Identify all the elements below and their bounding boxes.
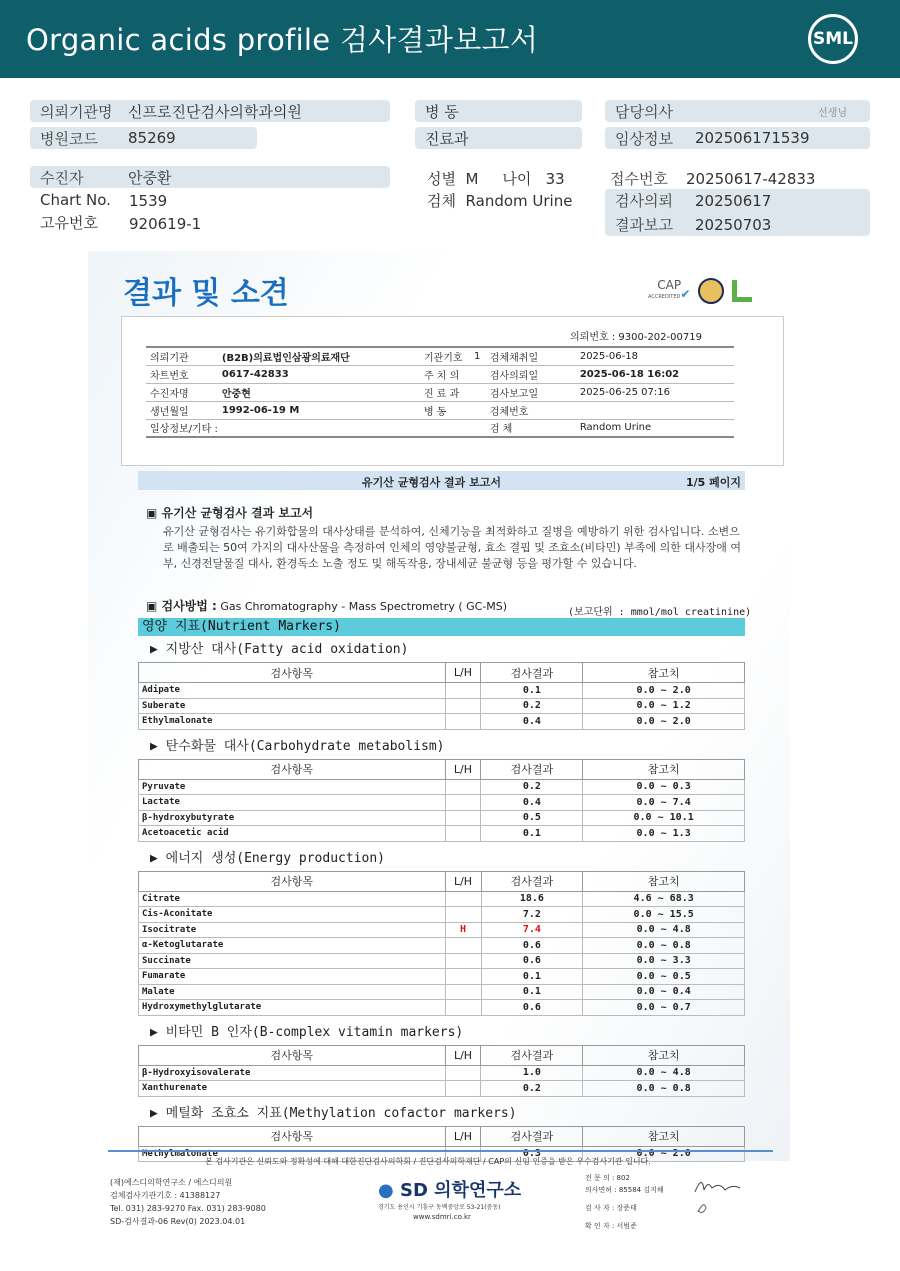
footer-divider bbox=[108, 1150, 773, 1152]
specimen-label: 검체 bbox=[427, 192, 456, 210]
institution-label: 의뢰기관명 bbox=[40, 102, 113, 121]
result-value: 0.1 bbox=[481, 984, 583, 1000]
flag bbox=[445, 779, 481, 795]
column-header: 참고치 bbox=[583, 1126, 745, 1146]
request-value: 20250617 bbox=[695, 192, 772, 211]
flag bbox=[445, 826, 481, 842]
dept-label: 진료과 bbox=[425, 129, 469, 148]
dept-field bbox=[415, 127, 582, 149]
header-label: 수진자명 bbox=[146, 383, 218, 401]
analyte-name: α-Ketoglutarate bbox=[139, 938, 446, 954]
reference-range: 0.0 ~ 0.8 bbox=[583, 938, 745, 954]
column-header: 검사결과 bbox=[481, 759, 583, 779]
report-bar bbox=[138, 471, 745, 490]
clinical-label: 임상정보 bbox=[615, 129, 673, 148]
reference-range: 0.0 ~ 3.3 bbox=[583, 953, 745, 969]
table-row bbox=[139, 953, 745, 969]
flag bbox=[445, 714, 481, 730]
column-header: L/H bbox=[445, 1045, 481, 1065]
report-header-box bbox=[121, 316, 784, 466]
verifier: 확 인 자 : 서범준 bbox=[585, 1222, 637, 1230]
result-value: 7.4 bbox=[481, 922, 583, 938]
reference-range: 0.0 ~ 0.5 bbox=[583, 969, 745, 985]
table-header bbox=[139, 1126, 745, 1146]
results-table bbox=[138, 1045, 745, 1097]
results-area bbox=[138, 618, 745, 1167]
analyte-name: Isocitrate bbox=[139, 922, 446, 938]
header-row bbox=[146, 347, 734, 365]
results-table bbox=[138, 759, 745, 842]
intro-text: 유기산 균형검사는 유기화합물의 대사상태를 분석하여, 신체기능을 최적화하고 질병을 예방하기 위한 검사입니다. 소변으로 배출되는 50여 가지의 대사산물을 측정하여 인체의 영양불균형, 효소 결핍 및 조효소(비타민) 부족에 의한 대사장애 여부, 신경전달물질 대사, 환경독소 노출 정도 및 해독작용, 장내세균 불균형 등을 평가할 수 있습니다. bbox=[163, 525, 741, 570]
patient-value: 안중환 bbox=[128, 168, 172, 187]
page-title: Organic acids profile 검사결과보고서 bbox=[26, 23, 539, 57]
analyte-name: β-Hydroxyisovalerate bbox=[139, 1065, 446, 1081]
column-header: 참고치 bbox=[583, 871, 745, 891]
column-header: 검사항목 bbox=[139, 1045, 446, 1065]
table-row bbox=[139, 907, 745, 923]
table-row bbox=[139, 984, 745, 1000]
report-header-table bbox=[146, 346, 734, 438]
method-label: ▣ 검사방법 : bbox=[146, 599, 217, 613]
flag bbox=[445, 953, 481, 969]
reference-range: 0.0 ~ 4.8 bbox=[583, 1065, 745, 1081]
header-label: 기관기호 bbox=[420, 347, 470, 365]
header-value bbox=[470, 365, 486, 383]
header-value: 1 bbox=[470, 347, 486, 365]
header-label: 검 체 bbox=[486, 419, 576, 437]
doctor-label: 담당의사 bbox=[615, 102, 673, 121]
result-value: 18.6 bbox=[481, 891, 583, 907]
analyte-name: Methylmalonate bbox=[139, 1146, 446, 1162]
institution-field bbox=[30, 100, 390, 122]
header-value: Random Urine bbox=[576, 419, 734, 437]
sex-age bbox=[427, 168, 565, 189]
analyte-name: Hydroxymethylglutarate bbox=[139, 1000, 446, 1016]
column-header: 검사항목 bbox=[139, 1126, 446, 1146]
result-value: 0.5 bbox=[481, 810, 583, 826]
table-row bbox=[139, 714, 745, 730]
header-label: 진 료 과 bbox=[420, 383, 470, 401]
request-no-label: 의뢰번호 : bbox=[570, 332, 616, 343]
signatures bbox=[690, 1172, 745, 1222]
brand-text: SD 의학연구소 bbox=[400, 1180, 522, 1201]
age-label: 나이 bbox=[502, 170, 532, 188]
hospital-code-label: 병원코드 bbox=[40, 129, 98, 148]
flag bbox=[445, 907, 481, 923]
result-value: 0.2 bbox=[481, 1081, 583, 1097]
header-row bbox=[146, 383, 734, 401]
analyte-name: Citrate bbox=[139, 891, 446, 907]
table-row bbox=[139, 1000, 745, 1016]
analyte-name: Pyruvate bbox=[139, 779, 446, 795]
method bbox=[146, 597, 507, 614]
column-header: 참고치 bbox=[583, 759, 745, 779]
sd-brand bbox=[378, 1176, 521, 1202]
group-title: ▶ 비타민 B 인자(B-complex vitamin markers) bbox=[150, 1024, 464, 1040]
sd-logo-icon: ● bbox=[378, 1180, 394, 1201]
result-value: 0.6 bbox=[481, 953, 583, 969]
header-label: 생년월일 bbox=[146, 401, 218, 419]
header-value bbox=[218, 419, 420, 437]
report-label: 결과보고 bbox=[615, 215, 673, 234]
result-value: 0.6 bbox=[481, 1000, 583, 1016]
receipt-value: 20250617-42833 bbox=[686, 170, 816, 188]
header-row bbox=[146, 419, 734, 437]
reference-range: 0.0 ~ 10.1 bbox=[583, 810, 745, 826]
table-header bbox=[139, 663, 745, 683]
chart-label: Chart No. bbox=[40, 191, 111, 209]
column-header: 검사결과 bbox=[481, 1126, 583, 1146]
sex-value: M bbox=[465, 170, 479, 188]
group-title: ▶ 탄수화물 대사(Carbohydrate metabolism) bbox=[150, 738, 445, 754]
doctor-suffix: 선생님 bbox=[818, 107, 847, 119]
flag bbox=[445, 795, 481, 811]
flag bbox=[445, 698, 481, 714]
header-label: 검체번호 bbox=[486, 401, 576, 419]
method-value: Gas Chromatography - Mass Spectrometry ( GC-MS) bbox=[220, 600, 508, 613]
column-header: L/H bbox=[445, 871, 481, 891]
chart-value: 1539 bbox=[129, 192, 168, 210]
table-row bbox=[139, 922, 745, 938]
result-value: 0.2 bbox=[481, 779, 583, 795]
license: 의사면허 : 85584 김지혜 bbox=[585, 1186, 664, 1194]
footer-doc-id: SD-검사결과-06 Rev(0) 2023.04.01 bbox=[110, 1217, 246, 1226]
column-header: 검사항목 bbox=[139, 759, 446, 779]
header-value: 2025-06-25 07:16 bbox=[576, 383, 734, 401]
column-header: L/H bbox=[445, 1126, 481, 1146]
receipt bbox=[610, 168, 815, 189]
specialist: 전 문 의 : 802 bbox=[585, 1174, 630, 1182]
table-row bbox=[139, 1081, 745, 1097]
table-row bbox=[139, 698, 745, 714]
cap-sub-text: ACCREDITED bbox=[648, 293, 681, 300]
analyte-name: Cis-Aconitate bbox=[139, 907, 446, 923]
group-title: ▶ 에너지 생성(Energy production) bbox=[150, 850, 385, 866]
analyte-name: Adipate bbox=[139, 683, 446, 699]
section-title: ▣ 유기산 균형검사 결과 보고서 bbox=[146, 506, 314, 520]
flag bbox=[445, 683, 481, 699]
footer-address: 경기도 용인시 기흥구 동백중앙로 53-21(중동) bbox=[378, 1204, 501, 1211]
analyte-name: Lactate bbox=[139, 795, 446, 811]
footer-notice: 본 검사기관은 신뢰도와 정확성에 대해 대한진단검사의학회 / 진단검사의학재단 / CAP의 신임 인증을 받은 우수검사기관 입니다. bbox=[205, 1157, 651, 1166]
analyte-name: Succinate bbox=[139, 953, 446, 969]
table-header bbox=[139, 759, 745, 779]
reference-range: 0.0 ~ 1.3 bbox=[583, 826, 745, 842]
result-value: 7.2 bbox=[481, 907, 583, 923]
top-bar bbox=[0, 0, 900, 78]
table-row bbox=[139, 1065, 745, 1081]
reference-range: 0.0 ~ 0.8 bbox=[583, 1081, 745, 1097]
ward-field bbox=[415, 100, 582, 122]
reference-range: 0.0 ~ 2.0 bbox=[583, 1146, 745, 1162]
column-header: L/H bbox=[445, 663, 481, 683]
header-value: 2025-06-18 16:02 bbox=[576, 365, 734, 383]
table-row bbox=[139, 938, 745, 954]
sex-label: 성별 bbox=[427, 170, 456, 188]
header-value: (B2B)의료법인삼광의료재단 bbox=[218, 347, 420, 365]
request-label: 검사의뢰 bbox=[615, 192, 673, 211]
seal-icon bbox=[698, 278, 724, 304]
patient-label: 수진자 bbox=[40, 168, 84, 187]
flag bbox=[445, 938, 481, 954]
footer-staff bbox=[585, 1172, 664, 1232]
table-header bbox=[139, 871, 745, 891]
table-row bbox=[139, 891, 745, 907]
id-value: 920619-1 bbox=[129, 215, 202, 233]
analyte-name: Ethylmalonate bbox=[139, 714, 446, 730]
category-header: 영양 지표(Nutrient Markers) bbox=[138, 618, 745, 636]
column-header: 참고치 bbox=[583, 1045, 745, 1065]
sml-logo: SML bbox=[808, 14, 858, 64]
hospital-code-field bbox=[30, 127, 257, 149]
specimen bbox=[427, 190, 572, 211]
reference-range: 0.0 ~ 1.2 bbox=[583, 698, 745, 714]
report-value: 20250703 bbox=[695, 215, 772, 234]
reference-range: 0.0 ~ 7.4 bbox=[583, 795, 745, 811]
header-value bbox=[470, 383, 486, 401]
flag bbox=[445, 984, 481, 1000]
report-bar-title: 유기산 균형검사 결과 보고서 bbox=[362, 476, 501, 489]
result-value: 0.4 bbox=[481, 714, 583, 730]
header-label: 주 치 의 bbox=[420, 365, 470, 383]
analyte-name: β-hydroxybutyrate bbox=[139, 810, 446, 826]
report-title: 결과 및 소견 bbox=[123, 276, 289, 311]
column-header: 검사결과 bbox=[481, 1045, 583, 1065]
analyte-name: Malate bbox=[139, 984, 446, 1000]
header-value: 안중현 bbox=[218, 383, 420, 401]
signature-2 bbox=[698, 1205, 706, 1213]
receipt-label: 접수번호 bbox=[610, 170, 668, 188]
table-header bbox=[139, 1045, 745, 1065]
header-label: 일상정보/기타 : bbox=[146, 419, 218, 437]
results-table bbox=[138, 662, 745, 730]
doctor-field bbox=[605, 100, 870, 122]
table-row bbox=[139, 810, 745, 826]
header-label: 검사보고일 bbox=[486, 383, 576, 401]
flag bbox=[445, 1081, 481, 1097]
header-label: 검사의뢰일 bbox=[486, 365, 576, 383]
flag bbox=[445, 891, 481, 907]
clinical-field bbox=[605, 127, 870, 149]
header-label: 의뢰기관 bbox=[146, 347, 218, 365]
clinical-value: 202506171539 bbox=[695, 129, 810, 147]
results-table bbox=[138, 871, 745, 1016]
reference-range: 0.0 ~ 4.8 bbox=[583, 922, 745, 938]
reference-range: 0.0 ~ 0.3 bbox=[583, 779, 745, 795]
result-value: 1.0 bbox=[481, 1065, 583, 1081]
column-header: 참고치 bbox=[583, 663, 745, 683]
column-header: 검사결과 bbox=[481, 871, 583, 891]
footer-left bbox=[110, 1176, 266, 1228]
lab-logo-icon bbox=[732, 280, 752, 302]
result-value: 0.2 bbox=[481, 698, 583, 714]
signature-1 bbox=[695, 1182, 740, 1192]
reference-range: 0.0 ~ 0.7 bbox=[583, 1000, 745, 1016]
cap-text: CAP bbox=[657, 277, 682, 292]
header-label bbox=[420, 419, 470, 437]
footer-phone: Tel. 031) 283-9270 Fax. 031) 283-9080 bbox=[110, 1204, 266, 1213]
group-title: ▶ 지방산 대사(Fatty acid oxidation) bbox=[150, 642, 409, 657]
id-label: 고유번호 bbox=[40, 214, 98, 232]
table-row bbox=[139, 683, 745, 699]
flag bbox=[445, 810, 481, 826]
hospital-code-value: 85269 bbox=[128, 129, 176, 147]
result-value: 0.1 bbox=[481, 683, 583, 699]
result-value: 0.1 bbox=[481, 826, 583, 842]
analyte-name: Fumarate bbox=[139, 969, 446, 985]
table-row bbox=[139, 826, 745, 842]
table-row bbox=[139, 779, 745, 795]
result-value: 0.6 bbox=[481, 938, 583, 954]
age-value: 33 bbox=[545, 170, 565, 188]
column-header: 검사항목 bbox=[139, 663, 446, 683]
analyte-name: Suberate bbox=[139, 698, 446, 714]
table-row bbox=[139, 795, 745, 811]
reference-range: 4.6 ~ 68.3 bbox=[583, 891, 745, 907]
footer-web: www.sdmri.co.kr bbox=[413, 1213, 471, 1221]
result-value: 0.3 bbox=[481, 1146, 583, 1162]
flag: H bbox=[445, 922, 481, 938]
column-header: 검사결과 bbox=[481, 663, 583, 683]
header-value bbox=[576, 401, 734, 419]
ward-label: 병 동 bbox=[425, 102, 459, 121]
request-no-value: 9300-202-00719 bbox=[618, 332, 702, 343]
specimen-value: Random Urine bbox=[465, 192, 573, 210]
dates-field bbox=[605, 189, 870, 236]
footer-code: 검체검사기관기호 : 41388127 bbox=[110, 1191, 221, 1200]
header-value bbox=[470, 419, 486, 437]
tester: 검 사 자 : 장준태 bbox=[585, 1204, 637, 1212]
reference-range: 0.0 ~ 15.5 bbox=[583, 907, 745, 923]
header-value: 2025-06-18 bbox=[576, 347, 734, 365]
accreditation-badges bbox=[648, 278, 752, 304]
footer-org: (재)에스디의학연구소 / 에스디의원 bbox=[110, 1178, 233, 1187]
header-label: 검체채취일 bbox=[486, 347, 576, 365]
header-row bbox=[146, 401, 734, 419]
unit-note: (보고단위 : mmol/mol creatinine) bbox=[568, 607, 752, 618]
result-value: 0.1 bbox=[481, 969, 583, 985]
flag bbox=[445, 1000, 481, 1016]
header-label: 차트번호 bbox=[146, 365, 218, 383]
cap-badge: CAP ACCREDITED✔ bbox=[648, 277, 691, 301]
patient-field bbox=[30, 166, 390, 188]
institution-value: 신프로진단검사의학과의원 bbox=[128, 102, 302, 121]
header-value: 1992-06-19 M bbox=[218, 401, 420, 419]
table-row bbox=[139, 969, 745, 985]
header-value: 0617-42833 bbox=[218, 365, 420, 383]
group-title: ▶ 메틸화 조효소 지표(Methylation cofactor markers) bbox=[150, 1105, 517, 1121]
reference-range: 0.0 ~ 2.0 bbox=[583, 714, 745, 730]
request-no bbox=[570, 328, 702, 343]
reference-range: 0.0 ~ 2.0 bbox=[583, 683, 745, 699]
analyte-name: Xanthurenate bbox=[139, 1081, 446, 1097]
header-row bbox=[146, 365, 734, 383]
analyte-name: Acetoacetic acid bbox=[139, 826, 446, 842]
result-value: 0.4 bbox=[481, 795, 583, 811]
column-header: L/H bbox=[445, 759, 481, 779]
reference-range: 0.0 ~ 0.4 bbox=[583, 984, 745, 1000]
header-label: 병 동 bbox=[420, 401, 470, 419]
column-header: 검사항목 bbox=[139, 871, 446, 891]
flag bbox=[445, 969, 481, 985]
header-value bbox=[470, 401, 486, 419]
page-indicator: 1/5 페이지 bbox=[685, 476, 741, 489]
flag bbox=[445, 1065, 481, 1081]
